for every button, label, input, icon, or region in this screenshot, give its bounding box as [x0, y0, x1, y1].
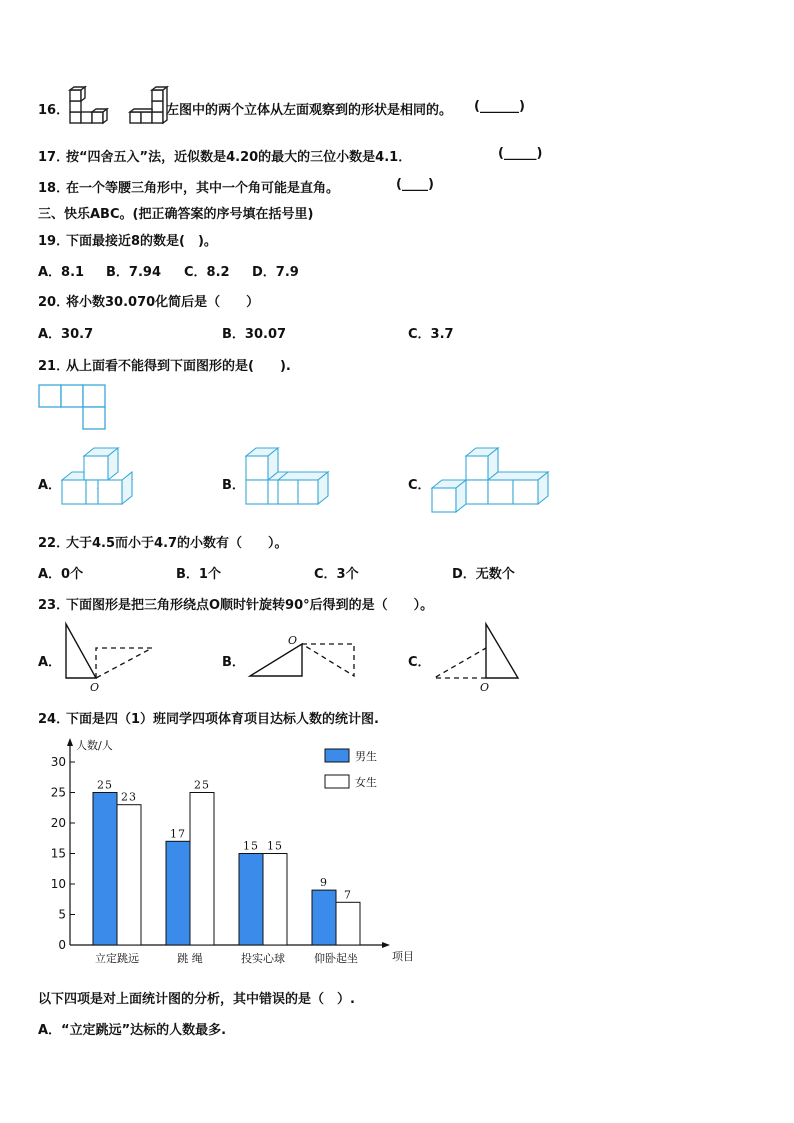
q18-number: 18．	[38, 181, 70, 196]
q23-c-point-o: O	[480, 681, 490, 694]
q24-option-a[interactable]: A．“立定跳远”达标的人数最多.	[38, 1023, 227, 1038]
legend-swatch	[325, 775, 349, 788]
q23-option-a[interactable]: A．	[38, 655, 62, 670]
y-tick-label: 15	[50, 846, 66, 861]
q17-number: 17．	[38, 150, 70, 165]
bar-value-label: 17	[170, 827, 186, 841]
q20-option-c[interactable]: C．3.7	[408, 327, 454, 342]
y-axis-label: 人数/人	[76, 739, 113, 752]
bar	[336, 902, 360, 945]
q16-text: 左图中的两个立体从左面观察到的形状是相同的。	[166, 103, 453, 118]
q23-option-c-triangles	[430, 620, 522, 694]
q16-answer-blank[interactable]: (______)	[474, 99, 525, 114]
q21-option-b[interactable]: B．	[222, 478, 245, 493]
y-tick-label: 10	[50, 877, 66, 891]
q23-a-point-o: O	[90, 681, 100, 694]
category-label: 立定跳远	[95, 952, 139, 965]
section-three-heading: 三、快乐ABC。(把正确答案的序号填在括号里)	[38, 207, 314, 222]
bar	[312, 890, 336, 945]
x-axis-label: 项目	[392, 950, 414, 963]
legend-swatch	[325, 749, 349, 762]
q18-answer-blank[interactable]: (____)	[396, 177, 434, 192]
q23-option-c[interactable]: C．	[408, 655, 431, 670]
q22-number: 22．	[38, 536, 70, 551]
legend-label: 男生	[355, 750, 377, 763]
q21-option-a-cubes	[60, 446, 150, 508]
q24-bar-chart	[30, 732, 414, 972]
bar-value-label: 15	[243, 839, 259, 853]
bar	[166, 841, 190, 945]
q17-answer-blank[interactable]: (_____)	[498, 146, 543, 161]
q20-option-b[interactable]: B．30.07	[222, 327, 287, 342]
q22-option-c[interactable]: C．3个	[314, 567, 359, 582]
bar	[239, 854, 263, 946]
y-tick-label: 20	[50, 816, 66, 830]
category-label: 仰卧起坐	[314, 952, 358, 965]
q22-option-a[interactable]: A．0个	[38, 567, 84, 582]
q22-option-d[interactable]: D．无数个	[452, 567, 515, 582]
q22-text: 大于4.5而小于4.7的小数有（ ）。	[66, 536, 288, 551]
q23-text: 下面图形是把三角形绕点O顺时针旋转90°后得到的是（ ）。	[66, 598, 434, 613]
bar-value-label: 25	[97, 778, 113, 792]
q21-option-c-cubes	[430, 446, 552, 514]
category-label: 跳 绳	[177, 952, 203, 965]
y-tick-label: 30	[50, 755, 66, 769]
bar	[93, 793, 117, 946]
q19-number: 19．	[38, 234, 70, 249]
y-tick-label: 25	[50, 785, 66, 800]
bar-value-label: 25	[194, 778, 210, 792]
q19-text: 下面最接近8的数是( )。	[66, 234, 217, 249]
q21-option-a[interactable]: A．	[38, 478, 62, 493]
q21-number: 21．	[38, 359, 70, 374]
q16-number: 16．	[38, 103, 70, 118]
q23-option-b-triangles	[246, 632, 358, 682]
q23-option-b[interactable]: B．	[222, 655, 245, 670]
y-axis-arrow	[67, 738, 73, 746]
q24-number: 24．	[38, 712, 70, 727]
q21-text: 从上面看不能得到下面图形的是( ).	[66, 359, 291, 374]
q19-option-b[interactable]: B．7.94	[106, 265, 161, 280]
q23-number: 23．	[38, 598, 70, 613]
q17-text: 按“四舍五入”法，近似数是4.20的最大的三位小数是4.1．	[66, 150, 412, 165]
y-tick-label: 0	[58, 938, 66, 952]
category-label: 投实心球	[241, 952, 285, 965]
x-axis-arrow	[382, 942, 390, 948]
q21-option-b-cubes	[244, 446, 334, 508]
q23-option-a-triangles	[62, 620, 158, 694]
q21-option-c[interactable]: C．	[408, 478, 431, 493]
q24-text: 下面是四（1）班同学四项体育项目达标人数的统计图.	[66, 712, 379, 727]
q16-solid-figures	[68, 88, 168, 124]
bar	[117, 805, 141, 945]
bar-value-label: 9	[320, 876, 328, 890]
q18-text: 在一个等腰三角形中，其中一个角可能是直角。	[66, 181, 340, 196]
q20-text: 将小数30.070化简后是（ ）	[66, 295, 260, 310]
q23-b-point-o: O	[288, 634, 298, 647]
q22-option-b[interactable]: B．1个	[176, 567, 221, 582]
q24-followup-question: 以下四项是对上面统计图的分析，其中错误的是（ ）.	[38, 992, 355, 1007]
bar-value-label: 23	[121, 790, 137, 804]
q20-option-a[interactable]: A．30.7	[38, 327, 94, 342]
bar-value-label: 7	[344, 888, 352, 902]
q19-option-c[interactable]: C．8.2	[184, 265, 230, 280]
bar-value-label: 15	[267, 839, 283, 853]
q19-option-d[interactable]: D．7.9	[252, 265, 299, 280]
legend-label: 女生	[355, 776, 377, 789]
q19-option-a[interactable]: A．8.1	[38, 265, 85, 280]
y-tick-label: 5	[58, 907, 66, 922]
q20-number: 20．	[38, 295, 70, 310]
bar	[263, 854, 287, 946]
q21-top-view-figure	[38, 384, 108, 432]
bar	[190, 793, 214, 946]
